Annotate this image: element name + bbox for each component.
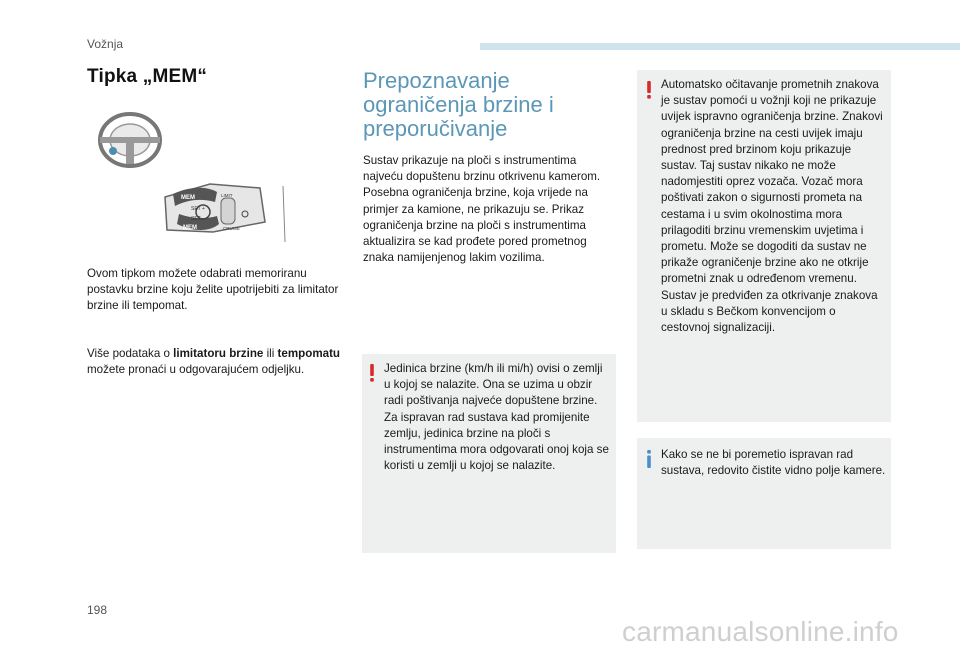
warning-box-reliability <box>637 70 891 422</box>
limit-label: LIMIT <box>221 193 233 198</box>
info-box-camera <box>637 438 891 549</box>
info-icon <box>646 450 652 468</box>
watermark: carmanualsonline.info <box>622 616 899 647</box>
mem-label-bottom: MEM <box>183 225 197 231</box>
mem-label-top: MEM <box>181 195 195 201</box>
mem-title: Tipka „MEM“ <box>87 66 208 87</box>
warning-reliability-text: Automatsko očitavanje prometnih znakova je sustav pomoći u vožnji koji ne prikazuje uvijek ispravno ograničenja brzine. Znakovi ograničenja brzine na cesti uvijek imaju prednost pred brzinom koju prikazuje sustav. Taj sustav nikako ne može nadomjestiti oprez vozača. Vozač mora poštivati zakon o sigurnosti prometa na cestama i u svim okolnostima mora prilagoditi brzinu vremenskim uvjetima i prometu. Može se dogoditi da sustav ne prikaže ograničenje brzine ako ne otkrije prometni znak u određenom vremenu. Sustav je predviđen za otkrivanje znakova u skladu s Bečkom konvencijom o cestovnoj signalizaciji. <box>661 78 883 335</box>
recognition-body: Sustav prikazuje na ploči s instrumentima najveću dopuštenu brzinu otkrivenu kamerom. Posebna ograničenja brzine, koja vrijede na primjer za kamione, ne prikazuju se. Prikaz ograničenja brzine na ploči s instrumentima aktualizira se kad prođete pored prometnog znaka namijenjenog lakim vozilima. <box>363 154 601 265</box>
info-camera-text: Kako se ne bi poremetio ispravan rad sustava, redovito čistite vidno polje kamere. <box>661 448 886 478</box>
warning-exclamation-icon <box>646 81 652 99</box>
mem-more-info: Više podataka o limitatoru brzine ili tempomatu možete pronaći u odgovarajućem odjeljku. <box>87 347 341 377</box>
warning-box-units <box>362 354 616 553</box>
set-minus-label: SET - <box>191 216 204 222</box>
page-number: 198 <box>87 603 108 617</box>
steering-wheel-icon <box>100 114 160 166</box>
section-label: Vožnja <box>87 37 124 51</box>
mem-intro: Ovom tipkom možete odabrati memoriranu postavku brzine koju želite upotrijebiti za limitator brzine ili tempomat. <box>87 267 339 313</box>
recognition-title: Prepoznavanje ograničenja brzine i preporučivanje <box>363 68 554 141</box>
warning-units-text: Jedinica brzine (km/h ili mi/h) ovisi o zemlji u kojoj se nalazite. Ona se uzima u obzir radi poštivanja najveće dopuštene brzine. Za ispravan rad sustava kad promijenite zemlju, jedinica brzine na ploči s instrumentima mora odgovarati onoj koja se koristi u zemlji u kojoj se nalazite. <box>384 362 609 473</box>
warning-exclamation-icon <box>369 364 375 382</box>
steering-stalk-illustration <box>95 102 305 252</box>
header-bar <box>480 43 960 50</box>
set-plus-label: SET + <box>191 206 205 212</box>
cruise-label: CRUISE <box>223 226 241 231</box>
